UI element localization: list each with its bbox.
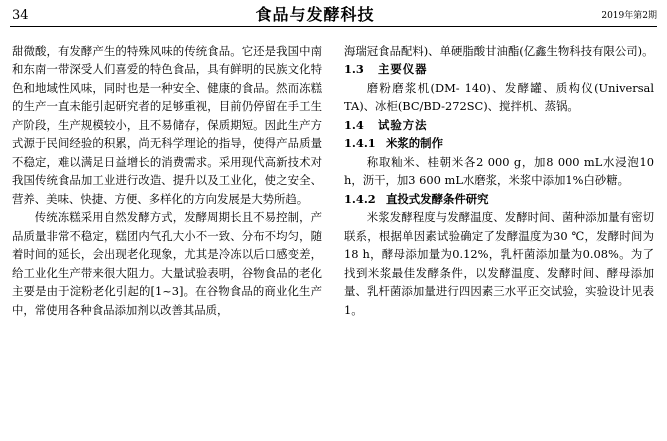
section-number: 1.4 [344, 117, 364, 132]
paragraph-materials-continued: 海瑞冠食品配料)、单硬脂酸甘油酯(亿鑫生物科技有限公司)。 [344, 44, 654, 58]
right-column [344, 42, 654, 319]
subsection-1-4-2-body: 米浆发酵程度与发酵温度、发酵时间、菌种添加量有密切联系，根据单因素试验确定了发酵温度为30 ℃，发酵时间为18 h，酵母添加量为0.12%，乳杆菌添加量为0.08%。为了找到米浆最佳发酵条件，以发酵温度、发酵时间、酵母添加量、乳杆菌添加量进行四因素三水平正交试验，实验设计见表1。 [344, 210, 654, 317]
body-columns [0, 34, 667, 319]
page-number: 34 [12, 8, 29, 23]
subsection-1-4-1-body: 称取籼米、桂朝米各2 000 g，加8 000 mL水浸泡10 h，沥干，加3 600 mL水磨浆，米浆中添加1%白砂糖。 [344, 154, 654, 188]
paragraph-aging: 传统冻糕采用自然发酵方式，发酵周期长且不易控制，产品质量非常不稳定，糕团内气孔大小不一致、分布不均匀，随着时间的延长，会出现老化现象，尤其是冷冻以后口感变差，给工业化生产带来很大阻力。大量试验表明，谷物食品的老化主要是由于淀粉老化引起的[1~3]。在谷物食品的商业化生产中，常使用各种食品添加剂以改善其品质， [12, 210, 322, 317]
subsection-title: 米浆的制作 [386, 136, 443, 151]
section-title: 试验方法 [378, 117, 428, 132]
section-1-3-body: 磨粉磨浆机(DM- 140)、发酵罐、质构仪(Universal TA)、冰柜(BC/BD-272SC)、搅拌机、蒸锅。 [344, 80, 654, 114]
running-head [0, 0, 667, 34]
subsection-number: 1.4.2 [344, 191, 376, 206]
issue-label: 2019年第2期 [601, 11, 657, 21]
journal-title: 食品与发酵科技 [255, 5, 375, 24]
left-column [12, 42, 322, 319]
section-title: 主要仪器 [378, 62, 428, 77]
header-rule [10, 26, 657, 27]
subsection-number: 1.4.1 [344, 136, 376, 151]
subsection-title: 直投式发酵条件研究 [386, 191, 489, 206]
section-heading-1-3 [344, 60, 654, 78]
subsection-heading-1-4-2 [344, 190, 654, 208]
subsection-heading-1-4-1 [344, 134, 654, 152]
paragraph-continued: 甜微酸，有发酵产生的特殊风味的传统食品。它还是我国中南和东南一带深受人们喜爱的特色食品，具有鲜明的民族文化特色和地域性风味，同时也是一种安全、健康的食品。然而冻糕的生产一直未能引起研究者的足够重视，目前仍停留在手工生产阶段，生产规模较小，且不易储存，保质期短。因此生产方式源于民间经验的积累，尚无科学理论的指导，使得产品质量不稳定，难以满足日益增长的消费需求。采用现代高新技术对我国传统食品加工业进行改造、提升以及工业化，使之安全、营养、美味、快捷、方便、多样化的方向发展是大势所趋。 [12, 44, 322, 206]
section-number: 1.3 [344, 62, 364, 77]
section-heading-1-4 [344, 116, 654, 134]
